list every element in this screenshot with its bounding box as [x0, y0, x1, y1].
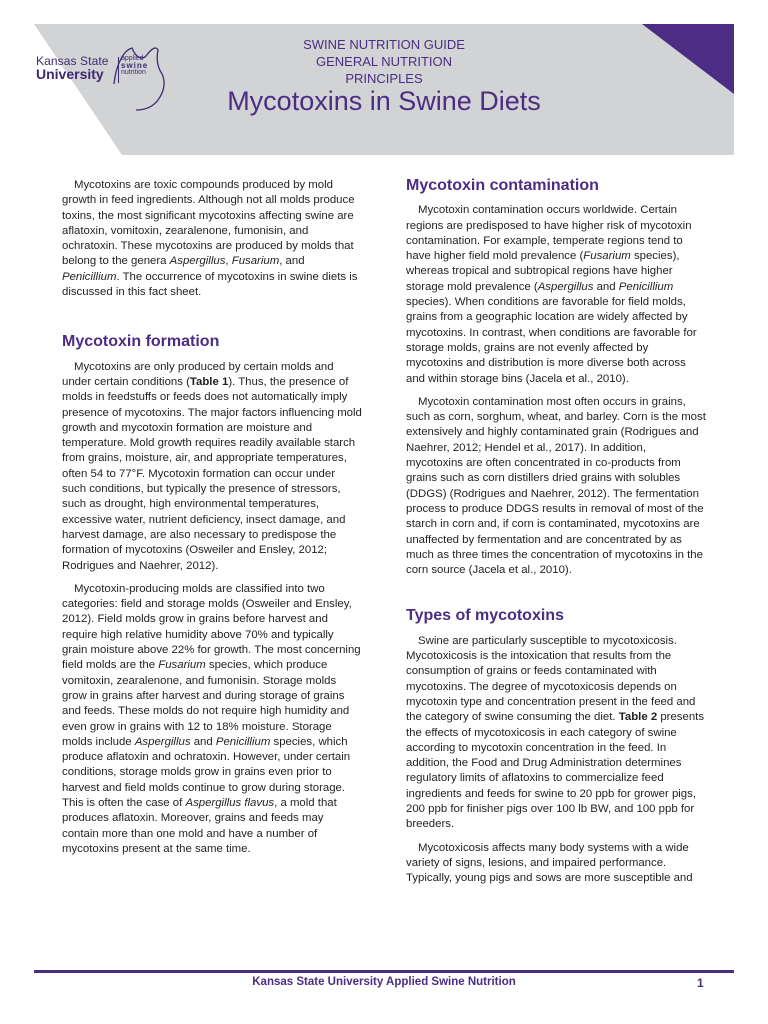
table-1-reference: Table 1 [189, 375, 229, 388]
corner-triangle-right [634, 24, 734, 155]
logo-line1: Kansas State [36, 54, 109, 68]
left-column [62, 178, 362, 865]
table-2-reference: Table 2 [618, 711, 658, 724]
logo-small2: swine [121, 61, 149, 70]
section-heading-formation: Mycotoxin formation [62, 333, 220, 351]
footer-rule [34, 970, 734, 973]
logo-small3: nutrition [121, 69, 146, 76]
section-heading-types: Types of mycotoxins [406, 607, 564, 625]
page-title: Mycotoxins in Swine Diets [227, 86, 541, 116]
logo-divider [118, 57, 119, 83]
ksu-logo [36, 54, 168, 104]
logo-line2: University [36, 66, 104, 82]
right-column [406, 178, 706, 894]
logo-small1: applied [121, 55, 144, 62]
page-number: 1 [697, 976, 704, 990]
logo-asn [121, 55, 148, 76]
intro-paragraph: Mycotoxins are toxic compounds produced by mold growth in feed ingredients. Although not all molds produce toxins, the most significant mycotoxins affecting swine are aflatoxin, vomitoxin, zearalenone, fumonisin, and ochratoxin. These mycotoxins are produced by molds that belong to the genera Aspergillus, Fusarium, and Penicillium. The occurrence of mycotoxins in swine diets is discussed in this fact sheet. [62, 179, 358, 299]
contamination-paragraph-2: Mycotoxin contamination most often occurs in grains, such as corn, sorghum, wheat, and barley. Corn is the most extensively and highly contaminated grain (Rodrigues and Naehrer, 2012; Hendel et al., 2017). In addition, mycotoxins are often concentrated in co-products from grains such as corn distillers dried grains with solubles (DDGS) (Rodrigues and Naehrer, 2012). The fermentation process to produce DDGS results in removal of most of the starch in corn and, if corn is contaminated, mycotoxins are unaffected by fermentation and are concentrated by as much as three times the concentration of mycotoxins in the corn source (Jacela et al., 2010). [406, 395, 706, 577]
types-paragraph-2: Mycotoxicosis affects many body systems with a wide variety of signs, lesions, and impaired performance. Typically, young pigs and sows are more susceptible and [406, 841, 693, 885]
guide-label [284, 36, 484, 87]
formation-paragraph-1: Mycotoxins are only produced by certain molds and under certain conditions (Table 1). Thus, the presence of molds in feedstuffs or feeds does not automatically imply presence of mycotoxins. The major factors influencing mold growth and mycotoxin formation are moisture and temperature. Mold growth requires readily available starch from grains, moisture, air, and appropriate temperatures, often 54 to 77°F. Mycotoxin formation can occur under such conditions, but typically the presence of stressors, such as drought, high environmental temperatures, excessive water, nutrient deficiency, insect damage, and harvest damage, are also necessary to predispose the formation of mycotoxins (Osweiler and Ensley, 2012; Rodrigues and Naehrer, 2012). [62, 360, 362, 572]
guide-line2: GENERAL NUTRITION PRINCIPLES [315, 54, 453, 86]
contamination-paragraph-1: Mycotoxin contamination occurs worldwide. Certain regions are predisposed to have higher risk of mycotoxin contamination. For example, temperate regions tend to have higher field mold prevalence (Fusarium species), whereas tropical and subtropical regions have higher storage mold prevalence (Aspergillus and Penicillium species). When conditions are favorable for field molds, grains from a geographic location are widely affected by mycotoxins. In contrast, when conditions are favorable for storage molds, grains are not evenly affected by mycotoxins and distribution is more diverse both across and within storage bins (Jacela et al., 2010). [406, 204, 697, 385]
footer-text: Kansas State University Applied Swine Nutrition [252, 976, 516, 988]
types-paragraph-1: Swine are particularly susceptible to mycotoxicosis. Mycotoxicosis is the intoxication that results from the consumption of grains or feeds contaminated with mycotoxins. The degree of mycotoxicosis depends on mycotoxin type and concentration present in the feed and the category of swine consuming the diet. Table 2 presents the effects of mycotoxicosis in each category of swine according to mycotoxin concentration in the feed. In addition, the Food and Drug Administration determines regulatory limits of aflatoxins to commercialize feed ingredients and feeds for swine to 20 ppb for grower pigs, 200 ppb for finisher pigs over 100 lb BW, and 100 ppb for breeders. [406, 634, 705, 831]
header-band [34, 24, 734, 155]
guide-line1: SWINE NUTRITION GUIDE [303, 37, 465, 52]
formation-paragraph-2: Mycotoxin-producing molds are classified into two categories: field and storage molds (Osweiler and Ensley, 2012). Field molds grow in grains before harvest and require high relative humidity above 70% and typically grain moisture above 22% for growth. The most concerning field molds are the Fusarium species, which produce vomitoxin, zearalenone, and fumonisin. Storage molds grow in grains after harvest and during storage of grains and feeds. These molds do not require high humidity and even grow in grains with 12 to 18% moisture. Storage molds include Aspergillus and Penicillium species, which produce aflatoxin and ochratoxin. However, under certain conditions, storage molds grow in grains even prior to harvest and field molds continue to grow during storage. This is often the case of Aspergillus flavus, a mold that produces aflatoxin. Moreover, grains and feeds may contain more than one mold and have a number of mycotoxins present at the same time. [62, 582, 361, 855]
section-heading-contamination: Mycotoxin contamination [406, 177, 599, 194]
